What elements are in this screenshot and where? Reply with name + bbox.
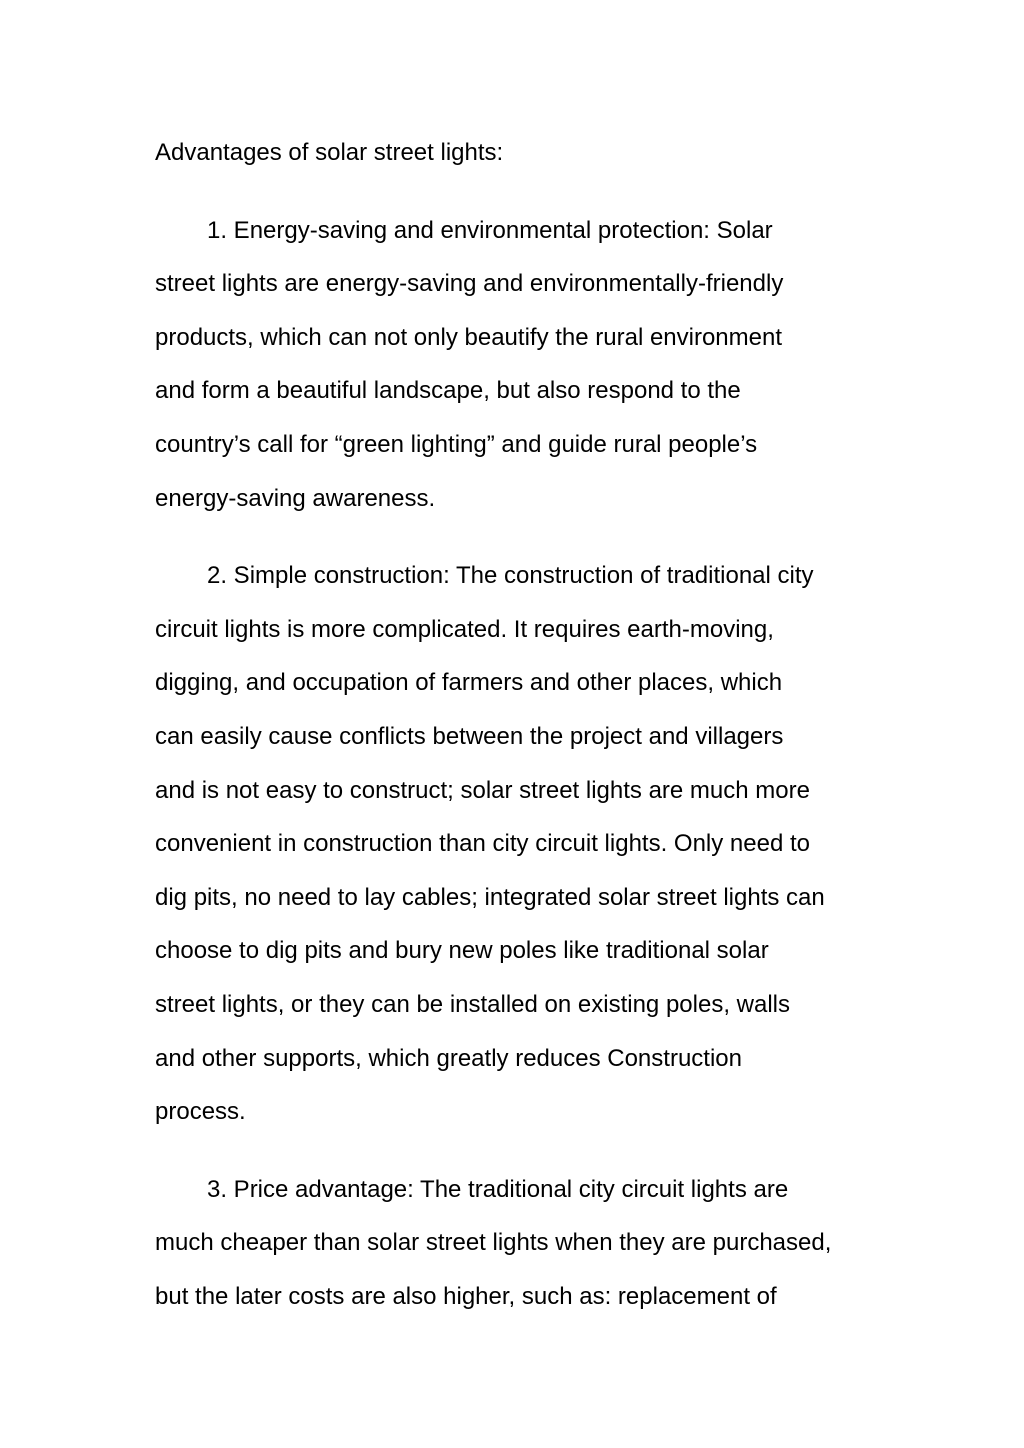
paragraph-line: street lights, or they can be installed on existing poles, walls xyxy=(155,990,791,1018)
paragraph-line: 3. Price advantage: The traditional city circuit lights are xyxy=(207,1175,789,1203)
paragraph-line: choose to dig pits and bury new poles like traditional solar xyxy=(155,937,769,965)
paragraph-line: convenient in construction than city circuit lights. Only need to xyxy=(155,830,811,858)
paragraph-line: and other supports, which greatly reduces Construction xyxy=(155,1044,742,1072)
paragraph-simple-construction xyxy=(155,549,890,1139)
paragraph-line: and form a beautiful landscape, but also respond to the xyxy=(155,377,741,405)
document-body xyxy=(155,126,890,1347)
paragraph-line: dig pits, no need to lay cables; integrated solar street lights can xyxy=(155,883,825,911)
paragraph-line: products, which can not only beautify the rural environment xyxy=(155,323,783,351)
paragraph-line: street lights are energy-saving and environmentally-friendly xyxy=(155,270,784,298)
paragraph-energy-saving xyxy=(155,204,890,526)
paragraph-line: much cheaper than solar street lights when they are purchased, xyxy=(155,1229,832,1257)
paragraph-line: but the later costs are also higher, such as: replacement of xyxy=(155,1282,777,1310)
paragraph-line: country’s call for “green lighting” and guide rural people’s xyxy=(155,430,758,458)
paragraph-line: and is not easy to construct; solar street lights are much more xyxy=(155,776,810,804)
document-heading: Advantages of solar street lights: xyxy=(155,139,504,166)
paragraph-price-advantage xyxy=(155,1163,890,1324)
paragraph-line: can easily cause conflicts between the project and villagers xyxy=(155,722,784,750)
paragraph-line: energy-saving awareness. xyxy=(155,484,436,512)
paragraph-line: circuit lights is more complicated. It requires earth-moving, xyxy=(155,615,774,643)
paragraph-line: 2. Simple construction: The construction of traditional city xyxy=(207,562,814,590)
paragraph-line: digging, and occupation of farmers and other places, which xyxy=(155,669,783,697)
paragraph-line: 1. Energy-saving and environmental protection: Solar xyxy=(207,216,773,244)
paragraph-line: process. xyxy=(155,1098,246,1126)
